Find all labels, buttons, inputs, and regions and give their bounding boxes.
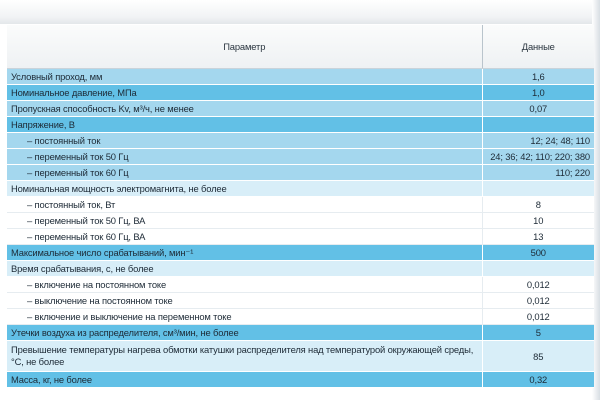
value-cell — [482, 261, 594, 277]
value-cell: 0,07 — [482, 101, 594, 117]
table-row — [7, 245, 594, 261]
table-row — [7, 293, 594, 309]
parameter-cell: – включение на постоянном токе — [7, 277, 482, 293]
table-row — [7, 341, 594, 372]
table-row — [7, 197, 594, 213]
parameter-cell: Превышение температуры нагрева обмотки катушки распределителя над температурой окружающей среды, °С, не более — [7, 341, 482, 372]
value-cell: 13 — [482, 229, 594, 245]
table-row — [7, 229, 594, 245]
value-cell: 0,012 — [482, 293, 594, 309]
value-cell: 12; 24; 48; 110 — [482, 133, 594, 149]
specifications-table — [7, 25, 594, 388]
table-row — [7, 133, 594, 149]
parameter-cell: Напряжение, В — [7, 117, 482, 133]
parameter-cell: – включение и выключение на переменном токе — [7, 309, 482, 325]
parameter-cell: – постоянный ток, Вт — [7, 197, 482, 213]
parameter-cell: – постоянный ток — [7, 133, 482, 149]
value-cell: 5 — [482, 325, 594, 341]
table-row — [7, 277, 594, 293]
value-cell: 0,012 — [482, 309, 594, 325]
parameter-cell: – выключение на постоянном токе — [7, 293, 482, 309]
table-row — [7, 85, 594, 101]
value-cell: 24; 36; 42; 110; 220; 380 — [482, 149, 594, 165]
table-row — [7, 165, 594, 181]
value-cell: 1,6 — [482, 69, 594, 85]
parameter-cell: Номинальное давление, МПа — [7, 85, 482, 101]
parameter-cell: Время срабатывания, с, не более — [7, 261, 482, 277]
top-bar — [0, 0, 600, 24]
table-row — [7, 181, 594, 197]
parameter-cell: Максимальное число срабатываний, мин⁻¹ — [7, 245, 482, 261]
parameter-cell: Утечки воздуха из распределителя, см³/мин, не более — [7, 325, 482, 341]
parameter-cell: Условный проход, мм — [7, 69, 482, 85]
table-row — [7, 149, 594, 165]
value-cell — [482, 181, 594, 197]
table-row — [7, 117, 594, 133]
value-cell: 85 — [482, 341, 594, 372]
value-cell: 500 — [482, 245, 594, 261]
parameter-cell: Масса, кг, не более — [7, 372, 482, 388]
value-cell: 8 — [482, 197, 594, 213]
value-cell: 10 — [482, 213, 594, 229]
table-row — [7, 101, 594, 117]
value-cell: 110; 220 — [482, 165, 594, 181]
table-row — [7, 372, 594, 388]
parameter-cell: – переменный ток 60 Гц — [7, 165, 482, 181]
parameter-cell: – переменный ток 60 Гц, ВА — [7, 229, 482, 245]
parameter-cell: – переменный ток 50 Гц — [7, 149, 482, 165]
parameter-cell: Номинальная мощность электромагнита, не более — [7, 181, 482, 197]
parameter-cell: – переменный ток 50 Гц, ВА — [7, 213, 482, 229]
table-header-row — [7, 25, 594, 69]
column-header-value: Данные — [482, 25, 594, 69]
table-row — [7, 213, 594, 229]
value-cell: 1,0 — [482, 85, 594, 101]
value-cell: 0,32 — [482, 372, 594, 388]
table-row — [7, 309, 594, 325]
column-header-parameter: Параметр — [7, 25, 482, 69]
table-row — [7, 69, 594, 85]
parameter-cell: Пропускная способность Kv, м³/ч, не менее — [7, 101, 482, 117]
value-cell: 0,012 — [482, 277, 594, 293]
table-row — [7, 325, 594, 341]
table-row — [7, 261, 594, 277]
value-cell — [482, 117, 594, 133]
